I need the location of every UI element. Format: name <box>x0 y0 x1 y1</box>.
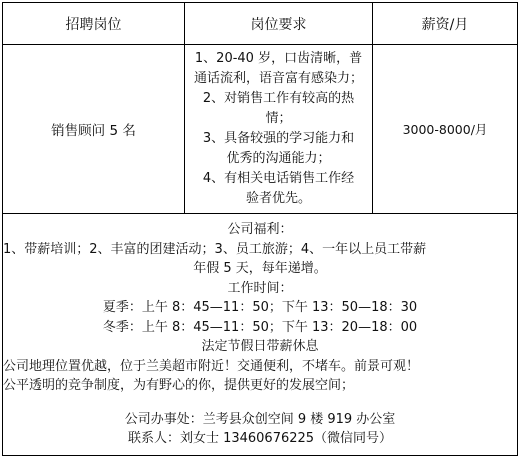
requirement-line: 通话流利，语音富有感染力； <box>193 71 363 86</box>
summer-hours: 夏季：上午 8：45—11：50；下午 13：50—18：30 <box>102 300 418 316</box>
contact-info: 联系人：刘女士 13460676225（微信同号） <box>127 431 393 447</box>
requirement-line: 3、具备较强的学习能力和 <box>202 131 355 146</box>
recruitment-table <box>2 2 518 456</box>
header-row <box>3 3 518 45</box>
office-address: 公司办事处：兰考县众创空间 9 楼 919 办公室 <box>124 411 396 427</box>
requirement-line: 验者优先。 <box>245 191 311 206</box>
winter-hours: 冬季：上午 8：45—11：50；下午 13：20—18：00 <box>102 319 418 335</box>
header-salary: 薪资/月 <box>373 3 518 45</box>
spacer <box>3 396 517 410</box>
benefits-cell <box>3 214 518 456</box>
header-requirements: 岗位要求 <box>185 3 373 45</box>
requirement-line: 情； <box>265 111 292 126</box>
requirements-cell <box>185 45 373 214</box>
benefits-line-1: 1、带薪培训；2、丰富的团建活动；3、员工旅游；4、一年以上员工带薪 <box>3 241 427 257</box>
requirement-line: 优秀的沟通能力； <box>226 151 331 166</box>
work-time-title: 工作时间： <box>227 280 293 296</box>
benefits-row <box>3 214 518 456</box>
benefits-title: 公司福利： <box>227 222 293 238</box>
location-note: 公司地理位置优越，位于兰美超市附近！交通便利，不堵车。前景可观！ <box>3 358 420 374</box>
holiday-note: 法定节假日带薪休息 <box>201 339 319 355</box>
requirement-line: 2、对销售工作有较高的热 <box>202 91 355 106</box>
job-row <box>3 45 518 214</box>
header-position: 招聘岗位 <box>3 3 185 45</box>
benefits-line-2: 年假 5 天，每年递增。 <box>193 261 327 277</box>
salary-cell: 3000-8000/月 <box>373 45 518 214</box>
requirement-line: 4、有相关电话销售工作经 <box>202 171 355 186</box>
position-cell: 销售顾问 5 名 <box>3 45 185 214</box>
requirement-line: 1、20-40 岁，口齿清晰，普 <box>194 51 363 66</box>
fairness-note: 公平透明的竞争制度，为有野心的你，提供更好的发展空间； <box>3 378 355 394</box>
